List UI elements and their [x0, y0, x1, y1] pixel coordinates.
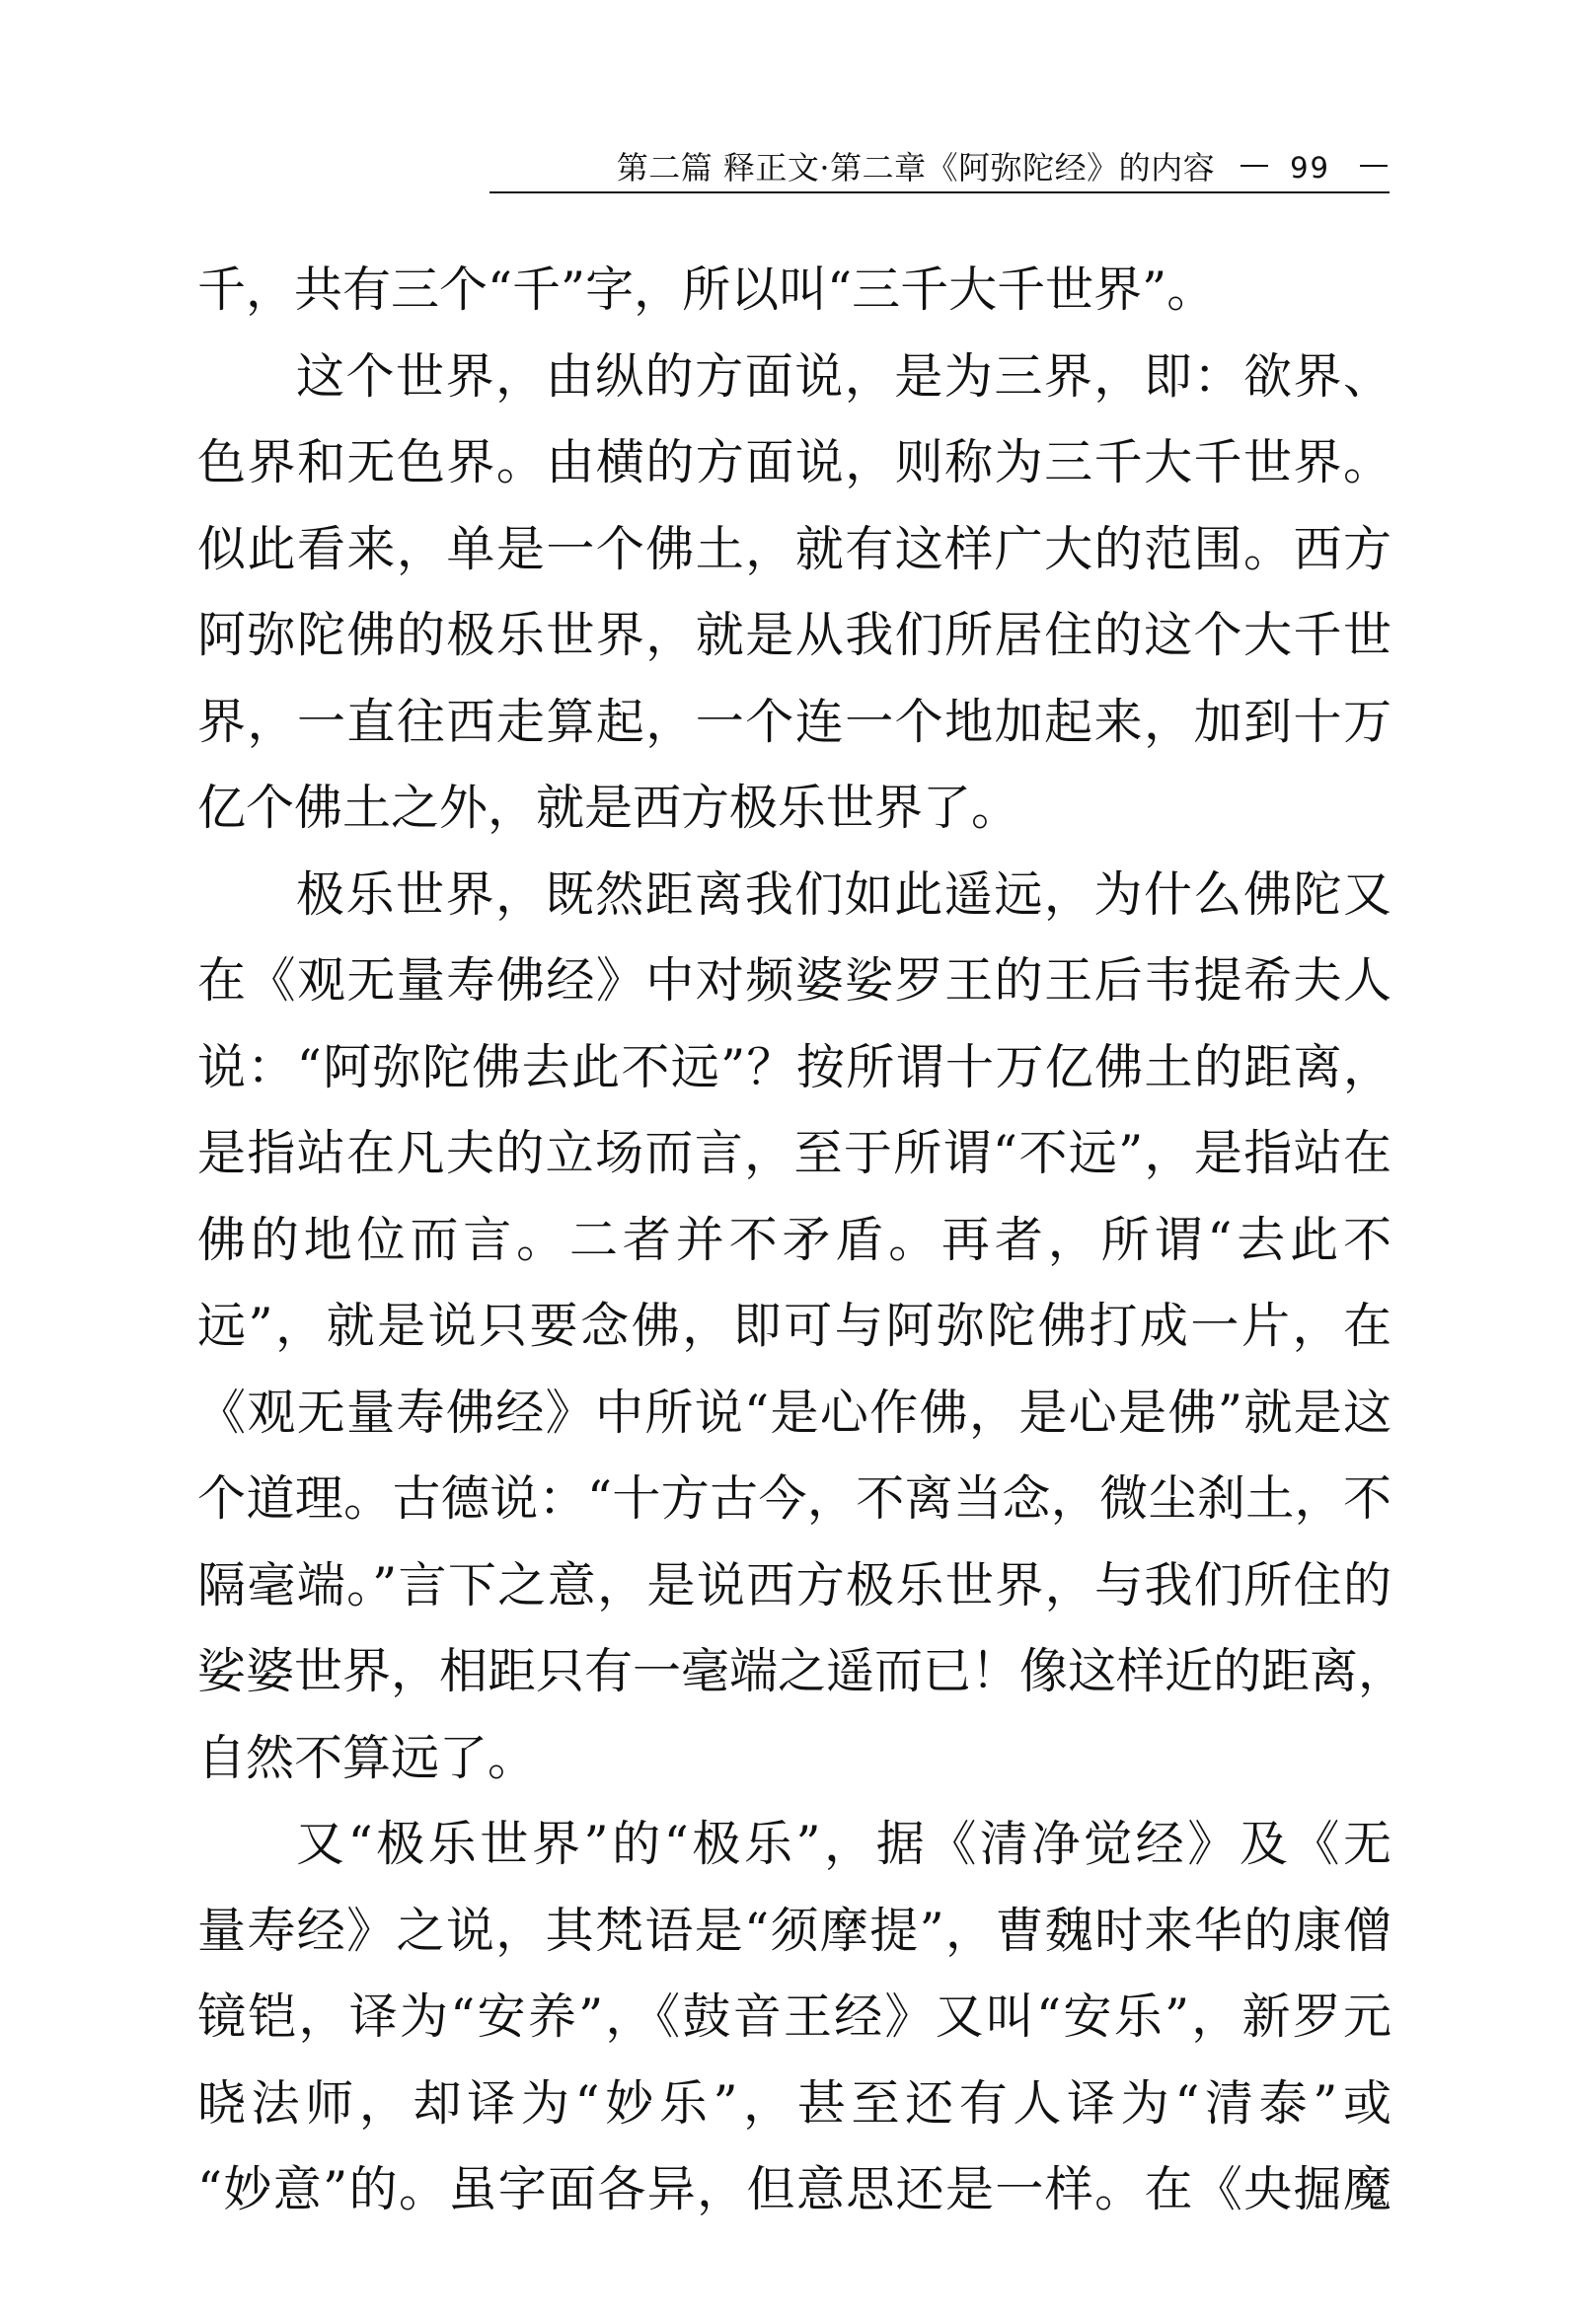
- text-line: 镜铠，译为“安养”，《鼓音王经》又叫“安乐”，新罗元: [197, 1988, 1391, 2045]
- text-line: 亿个佛土之外，就是西方极乐世界了。: [197, 780, 1020, 836]
- text-line: “妙意”的。虽字面各异，但意思还是一样。在《央掘魔: [197, 2161, 1391, 2217]
- text-line: 千，共有三个“千”字，所以叫“三千大千世界”。: [197, 262, 1216, 318]
- body-text: [197, 247, 1407, 2233]
- text-line: 佛的地位而言。二者并不矛盾。再者，所谓“去此不: [197, 1211, 1391, 1268]
- header-rule: [489, 191, 1390, 193]
- text-line: 《观无量寿佛经》中所说“是心作佛，是心是佛”就是这: [197, 1384, 1391, 1441]
- text-line: 在《观无量寿佛经》中对频婆娑罗王的王后韦提希夫人: [197, 952, 1391, 1009]
- text-line: 界，一直往西走算起，一个连一个地加起来，加到十万: [197, 693, 1391, 750]
- text-line: 晓法师，却译为“妙乐”，甚至还有人译为“清泰”或: [197, 2074, 1391, 2132]
- running-header: [491, 146, 1388, 189]
- chapter-title: 第二篇 释正文·第二章《阿弥陀经》的内容: [616, 149, 1216, 187]
- text-line: 自然不算远了。: [197, 1729, 537, 1786]
- text-line: 隔毫端。”言下之意，是说西方极乐世界，与我们所住的: [197, 1556, 1391, 1613]
- paragraph-start-line: 这个世界，由纵的方面说，是为三界，即：欲界、: [296, 347, 1391, 405]
- text-line: 是指站在凡夫的立场而言，至于所谓“不远”，是指站在: [197, 1125, 1391, 1181]
- page-number-dash-left: [1241, 165, 1268, 167]
- text-line: 似此看来，单是一个佛土，就有这样广大的范围。西方: [197, 520, 1391, 577]
- paragraph-start-line: 又“极乐世界”的“极乐”，据《清净觉经》及《无: [296, 1816, 1391, 1872]
- paragraph-start-line: 极乐世界，既然距离我们如此遥远，为什么佛陀又: [296, 865, 1391, 923]
- text-line: 说：“阿弥陀佛去此不远”？按所谓十万亿佛土的距离，: [197, 1038, 1391, 1095]
- text-line: 个道理。古德说：“十方古今，不离当念，微尘刹土，不: [197, 1470, 1391, 1527]
- page-number-dash-right: [1360, 165, 1388, 167]
- page-number: 99: [1290, 151, 1330, 185]
- text-line: 量寿经》之说，其梵语是“须摩提”，曹魏时来华的康僧: [197, 1902, 1391, 1959]
- text-line: 娑婆世界，相距只有一毫端之遥而已！像这样近的距离，: [197, 1643, 1407, 1699]
- text-line: 色界和无色界。由横的方面说，则称为三千大千世界。: [197, 434, 1391, 490]
- text-line: 阿弥陀佛的极乐世界，就是从我们所居住的这个大千世: [197, 607, 1391, 663]
- text-line: 远”，就是说只要念佛，即可与阿弥陀佛打成一片，在: [197, 1298, 1391, 1354]
